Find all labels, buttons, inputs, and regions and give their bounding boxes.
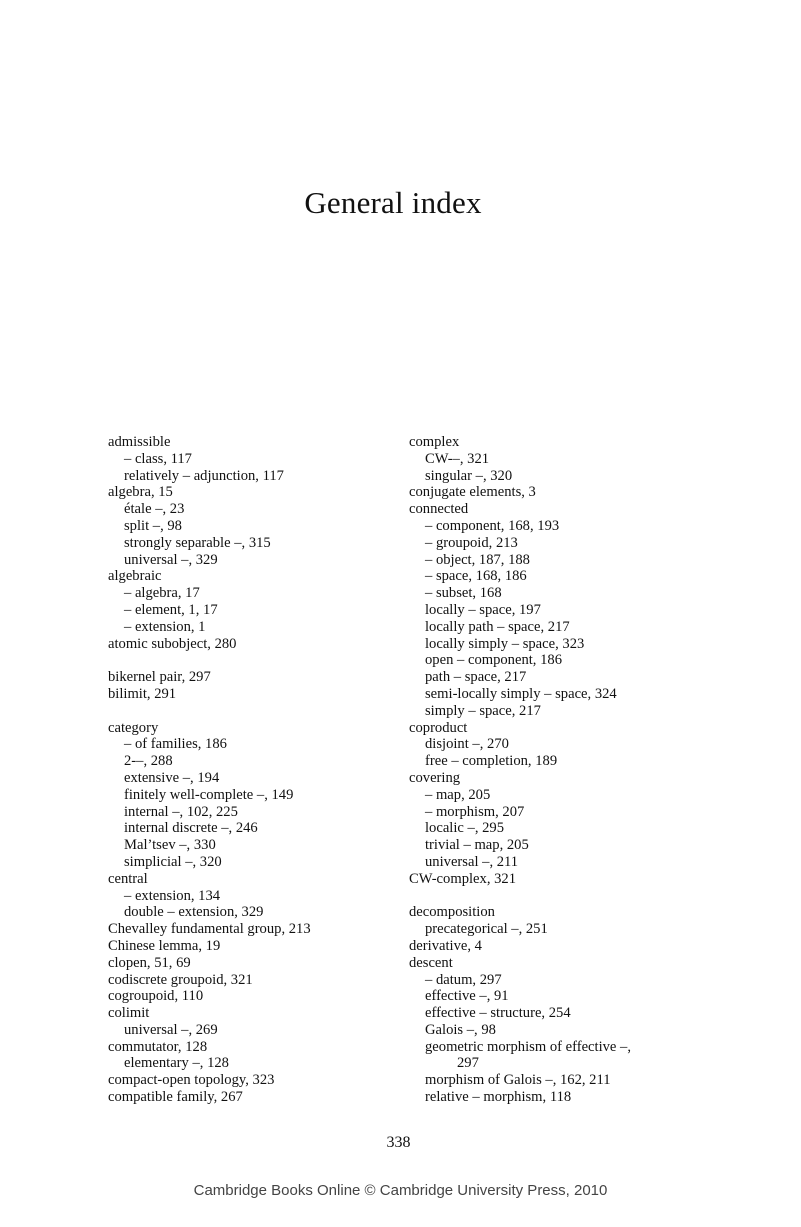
- index-subentry: internal discrete –, 246: [124, 820, 258, 837]
- copyright-footer: Cambridge Books Online © Cambridge University Press, 2010: [193, 1182, 608, 1199]
- index-subentry: – space, 168, 186: [425, 568, 527, 585]
- index-subentry: free – completion, 189: [425, 753, 558, 770]
- index-entry: conjugate elements, 3: [409, 484, 536, 501]
- index-entry: bilimit, 291: [108, 685, 177, 702]
- letter-group-spacer: [108, 703, 388, 720]
- index-subentry: – component, 168, 193: [425, 517, 560, 534]
- index-subentry: finitely well-complete –, 149: [124, 786, 294, 803]
- index-subentry: locally simply – space, 323: [425, 635, 585, 652]
- index-entry: complex: [409, 434, 460, 450]
- index-entry: Chevalley fundamental group, 213: [108, 921, 311, 938]
- index-subentry: effective –, 91: [425, 988, 509, 1005]
- index-entry: compatible family, 267: [108, 1089, 243, 1106]
- index-subentry: semi-locally simply – space, 324: [425, 685, 617, 702]
- index-subentry: – subset, 168: [425, 585, 502, 602]
- index-subentry: relative – morphism, 118: [425, 1089, 572, 1106]
- index-subentry: simplicial –, 320: [124, 853, 222, 870]
- index-subentry: double – extension, 329: [124, 904, 264, 921]
- index-subentry: morphism of Galois –, 162, 211: [425, 1072, 611, 1089]
- index-subentry: – datum, 297: [425, 971, 502, 988]
- index-entry: CW-complex, 321: [409, 870, 517, 887]
- page-number: 338: [386, 1134, 411, 1151]
- index-subentry: CW-–, 321: [425, 450, 490, 467]
- index-entry: connected: [409, 501, 469, 518]
- index-entry: derivative, 4: [409, 937, 482, 954]
- index-subentry: Galois –, 98: [425, 1021, 496, 1038]
- index-entry: admissible: [108, 434, 171, 450]
- index-subentry: precategorical –, 251: [425, 921, 548, 938]
- index-entry: compact-open topology, 323: [108, 1072, 275, 1089]
- letter-group-spacer: [409, 888, 699, 905]
- letter-group-spacer: [108, 652, 388, 669]
- index-subentry: open – component, 186: [425, 652, 562, 669]
- index-subentry: extensive –, 194: [124, 769, 220, 786]
- index-subentry: disjoint –, 270: [425, 736, 509, 753]
- index-entry: category: [108, 719, 159, 736]
- index-subentry: – element, 1, 17: [124, 601, 218, 618]
- index-subentry: – morphism, 207: [425, 803, 525, 820]
- index-entry: decomposition: [409, 904, 495, 921]
- index-entry: algebra, 15: [108, 484, 173, 501]
- index-entry: codiscrete groupoid, 321: [108, 971, 253, 988]
- index-column-left: [108, 434, 388, 1106]
- index-subentry: locally path – space, 217: [425, 618, 570, 635]
- index-subentry: elementary –, 128: [124, 1055, 229, 1072]
- index-subentry: 2-–, 288: [124, 753, 173, 770]
- index-subentry: 297: [457, 1055, 479, 1072]
- index-entry: colimit: [108, 1005, 150, 1022]
- index-subentry: – algebra, 17: [124, 585, 200, 602]
- index-subentry: path – space, 217: [425, 669, 527, 686]
- index-subentry: – groupoid, 213: [425, 534, 518, 551]
- index-subentry: localic –, 295: [425, 820, 505, 837]
- index-entry: coproduct: [409, 719, 468, 736]
- index-subentry: Mal’tsev –, 330: [124, 837, 216, 854]
- index-subentry: étale –, 23: [124, 501, 185, 518]
- index-entry: atomic subobject, 280: [108, 635, 237, 652]
- index-entry: Chinese lemma, 19: [108, 937, 221, 954]
- index-subentry: – extension, 1: [124, 618, 206, 635]
- index-subentry: singular –, 320: [425, 467, 513, 484]
- index-subentry: geometric morphism of effective –,: [425, 1038, 632, 1055]
- index-subentry: trivial – map, 205: [425, 837, 529, 854]
- index-subentry: universal –, 329: [124, 551, 218, 568]
- index-entry: descent: [409, 954, 453, 971]
- index-subentry: simply – space, 217: [425, 702, 541, 719]
- index-subentry: universal –, 269: [124, 1021, 218, 1038]
- index-entry: clopen, 51, 69: [108, 954, 191, 971]
- index-entry: commutator, 128: [108, 1038, 208, 1055]
- index-entry: cogroupoid, 110: [108, 988, 204, 1005]
- page-title: General index: [304, 185, 482, 220]
- index-subentry: – class, 117: [124, 450, 192, 467]
- index-subentry: – of families, 186: [124, 736, 227, 753]
- index-subentry: effective – structure, 254: [425, 1005, 571, 1022]
- index-entry: bikernel pair, 297: [108, 669, 211, 686]
- index-subentry: – object, 187, 188: [425, 551, 530, 568]
- index-entry: algebraic: [108, 568, 162, 585]
- index-subentry: universal –, 211: [425, 853, 519, 870]
- index-subentry: internal –, 102, 225: [124, 803, 238, 820]
- index-subentry: split –, 98: [124, 517, 182, 534]
- index-subentry: – map, 205: [425, 786, 491, 803]
- index-subentry: strongly separable –, 315: [124, 534, 271, 551]
- index-entry: central: [108, 870, 148, 887]
- index-column-right: [409, 434, 699, 1106]
- index-subentry: relatively – adjunction, 117: [124, 467, 284, 484]
- index-subentry: locally – space, 197: [425, 601, 541, 618]
- index-entry: covering: [409, 769, 461, 786]
- index-subentry: – extension, 134: [124, 887, 221, 904]
